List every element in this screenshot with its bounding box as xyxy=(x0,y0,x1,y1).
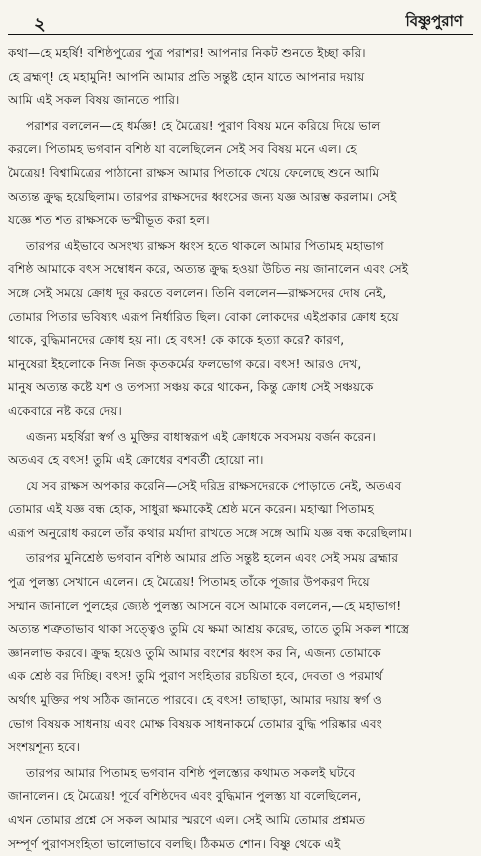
text-line: সঙ্গে সেই সময়ে ক্রোধ দূর করতে বললেন। তিনি বললেন—রাক্ষসদের দোষ নেই, xyxy=(8,285,387,300)
paragraph xyxy=(8,475,473,546)
text-line: এরূপ অনুরোধ করলে তাঁর কথার মর্যাদা রাখতে সঙ্গে সঙ্গে আমি যজ্ঞ বন্ধ করেছিলাম। xyxy=(8,525,412,540)
text-line: অত্যন্ত শত্রুতাভাব থাকা সত্ত্বেও তুমি যে ক্ষমা আশ্রয় করেছ, তাতে তুমি সকল শাস্ত্রে xyxy=(8,622,410,637)
page-header xyxy=(8,6,473,36)
text-line: ভোগ বিষয়ক সাধনায় এবং মোক্ষ বিষয়ক সাধনাকর্মে তোমার বুদ্ধি পরিষ্কার এবং xyxy=(8,716,382,731)
text-line: মানুষেরা ইহলোকে নিজ নিজ কৃতকর্মের ফলভোগ করে। বৎস! আরও দেখ, xyxy=(8,356,362,371)
text-line: তোমার এই যজ্ঞ বন্ধ হোক, সাধুরা ক্ষমাকেই শ্রেষ্ঠ মনে করেন। মহাত্মা পিতামহ xyxy=(8,502,374,517)
text-line: জানালেন। হে মৈত্রেয়! পূর্বে বশিষ্ঠদেব এবং বুদ্ধিমান পুলস্ত্য যা বলেছিলেন, xyxy=(8,789,362,804)
text-line: তারপর এইভাবে অসংখ্য রাক্ষস ধ্বংস হতে থাকলে আমার পিতামহ মহাভাগ xyxy=(26,238,384,253)
text-line: তারপর আমার পিতামহ ভগবান বশিষ্ঠ পুলস্ত্যের কথামত সকলই ঘটবে xyxy=(26,765,356,780)
text-line: পরাশর বললেন—হে ধর্মজ্ঞ! হে মৈত্রেয়! পুরাণ বিষয় মনে করিয়ে দিয়ে ভাল xyxy=(26,118,381,133)
text-line: যে সব রাক্ষস অপকার করেনি—সেই দরিদ্র রাক্ষসদেরকে পোড়াতে নেই, অতএব xyxy=(26,478,402,493)
paragraph xyxy=(8,235,473,424)
text-line: পুত্র পুলস্ত্য সেখানে এলেন। হে মৈত্রেয়! পিতামহ তাঁকে পূজার উপকরণ দিয়ে xyxy=(8,575,370,590)
text-line: একেবারে নষ্ট করে দেয়। xyxy=(8,403,122,418)
page-body xyxy=(8,42,473,856)
running-head-title: বিষ্ণুপুরাণ xyxy=(405,12,463,30)
text-line: অত্যন্ত ক্রুদ্ধ হয়েছিলাম। তারপর রাক্ষসদের ধ্বংসের জন্য যজ্ঞ আরম্ভ করলাম। সেই xyxy=(8,189,397,204)
text-line: সম্পূর্ণ পুরাণসংহিতা ভালোভাবে বলছি। ঠিকমত শোন। বিষ্ণু থেকে এই xyxy=(8,836,341,851)
text-line: এজন্য মহর্ষিরা স্বর্গ ও মুক্তির বাধাস্বরূপ এই ক্রোধকে সবসময় বর্জন করেন। xyxy=(26,429,376,444)
page-number: ২ xyxy=(34,14,46,35)
text-line: যজ্ঞে শত শত রাক্ষসকে ভস্মীভূত করা হল। xyxy=(8,213,210,228)
text-line: করলে। পিতামহ ভগবান বশিষ্ঠ যা বলেছিলেন সেই সব বিষয় মনে এল। হে xyxy=(8,142,357,157)
header-rule xyxy=(8,34,473,35)
text-line: অতএব হে বৎস! তুমি এই ক্রোধের বশবর্তী হোয়ো না। xyxy=(8,453,264,468)
text-line: এক শ্রেষ্ঠ বর দিচ্ছি। বৎস! তুমি পুরাণ সংহিতার রচয়িতা হবে, দেবতা ও পরমার্থ xyxy=(8,669,383,684)
text-line: মৈত্রেয়! বিশ্বামিত্রের পাঠানো রাক্ষস আমার পিতাকে খেয়ে ফেলেছে শুনে আমি xyxy=(8,165,380,180)
text-line: তারপর মুনিশ্রেষ্ঠ ভগবান বশিষ্ঠ আমার প্রতি সন্তুষ্ট হলেন এবং সেই সময় ব্রহ্মার xyxy=(26,551,399,566)
paragraph xyxy=(8,547,473,759)
text-line: কথা—হে মহর্ষি! বশিষ্ঠপুত্রের পুত্র পরাশর! আপনার নিকট শুনতে ইচ্ছা করি। xyxy=(8,46,366,60)
text-line: আমি এই সকল বিষয় জানতে পারি। xyxy=(8,93,180,108)
text-line: বশিষ্ঠ আমাকে বৎস সম্বোধন করে, অত্যন্ত ক্রুদ্ধ হওয়া উচিত নয় জানালেন এবং সেই xyxy=(8,262,409,277)
text-line: থাকে, বুদ্ধিমানদের ক্রোধ হয় না। হে বৎস! কে কাকে হত্যা করে? কারণ, xyxy=(8,333,345,348)
paragraph xyxy=(8,762,473,856)
text-line: মানুষ অত্যন্ত কষ্টে যশ ও তপস্যা সঞ্চয় করে থাকেন, কিন্তু ক্রোধ সেই সঞ্চয়কে xyxy=(8,380,374,395)
text-line: অর্থাৎ মুক্তির পথ সঠিক জানতে পারবে। হে বৎস! তাছাড়া, আমার দয়ায় স্বর্গ ও xyxy=(8,693,383,708)
text-line: জ্ঞানলাভ করবে। ক্রুদ্ধ হয়েও তুমি আমার বংশের ধ্বংস কর নি, এজন্য তোমাকে xyxy=(8,645,381,660)
paragraph xyxy=(8,42,473,113)
text-line: সম্মান জানালে পুলহের জ্যেষ্ঠ পুলস্ত্য আসনে বসে আমাকে বললেন,—হে মহাভাগ! xyxy=(8,598,402,613)
paragraph xyxy=(8,115,473,233)
paragraph xyxy=(8,426,473,473)
text-line: তোমার পিতার ভবিষ্যৎ এরূপ নির্ধারিত ছিল। বোকা লোকদের এইপ্রকার ক্রোধ হয়ে xyxy=(8,309,399,324)
text-line: এখন তোমার প্রশ্নে সে সকল আমার স্মরণে এল। সেই আমি তোমার প্রশ্নমত xyxy=(8,813,366,827)
text-line: সংশয়শূন্য হবে। xyxy=(8,740,81,755)
text-line: হে ব্রহ্মণ্! হে মহামুনি! আপনি আমার প্রতি সন্তুষ্ট হোন যাতে আপনার দয়ায় xyxy=(8,69,365,84)
